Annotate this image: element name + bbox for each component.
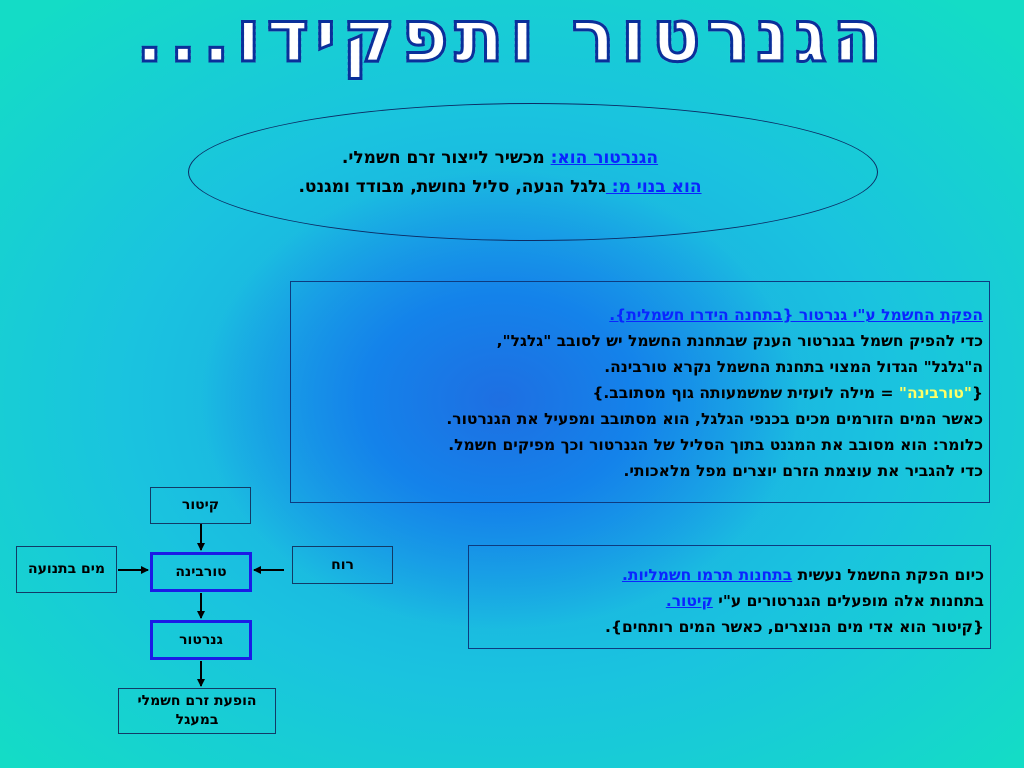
generator-box: גנרטור [150,620,252,660]
definition-text-2: גלגל הנעה, סליל נחושת, מבודד ומגנט. [298,177,606,197]
hydro-heading: הפקת החשמל ע"י גנרטור {בתחנה הידרו חשמלית}. [609,306,983,324]
hydro-line-4: כאשר המים הזורמים מכים בכנפי הגלגל, הוא מסתובב ומפעיל את הגנרטור. [446,410,983,428]
definition-text-1: מכשיר לייצור זרם חשמלי. [341,148,551,168]
turbine-box: טורבינה [150,552,252,592]
definition-label-2: הוא בנוי מ: [605,177,702,197]
output-box: הופעת זרם חשמלי במעגל [118,688,276,734]
hydro-line-3-post: = מילה לועזית שמשמעותה גוף מסתובב.} [592,384,899,402]
turbine-term: "טורבינה" [898,384,972,402]
wind-box: רוח [292,546,393,584]
hydro-line-6: כדי להגביר את עוצמת הזרם יוצרים מפל מלאכותי. [623,462,983,480]
steam-link[interactable]: קיטור. [665,592,713,610]
thermal-link[interactable]: בתחנות תרמו חשמליות. [621,566,793,584]
thermal-line-3: {קיטור הוא אדי מים הנוצרים, כאשר המים רותחים}. [605,618,984,636]
page-title: הגנרטור ותפקידו... [0,0,1024,76]
hydro-line-2: ה"גלגל" הגדול המצוי בתחנת החשמל נקרא טורבינה. [604,358,983,376]
hydro-line-5: כלומר: הוא מסובב את המגנט בתוך הסליל של הגנרטור וכך מפיקים חשמל. [448,436,983,454]
definition-label-1: הגנרטור הוא: [550,148,659,168]
steam-box: קיטור [150,487,251,524]
thermal-line-1-pre: כיום הפקת החשמל נעשית [792,566,984,584]
hydro-line-3-pre: { [971,384,983,402]
thermal-line-2-pre: בתחנות אלה מופעלים הגנרטורים ע"י [712,592,984,610]
hydro-line-1: כדי להפיק חשמל בגנרטור הענק שבתחנת החשמל יש לסובב "גלגל", [496,332,983,350]
water-box: מים בתנועה [16,546,117,593]
